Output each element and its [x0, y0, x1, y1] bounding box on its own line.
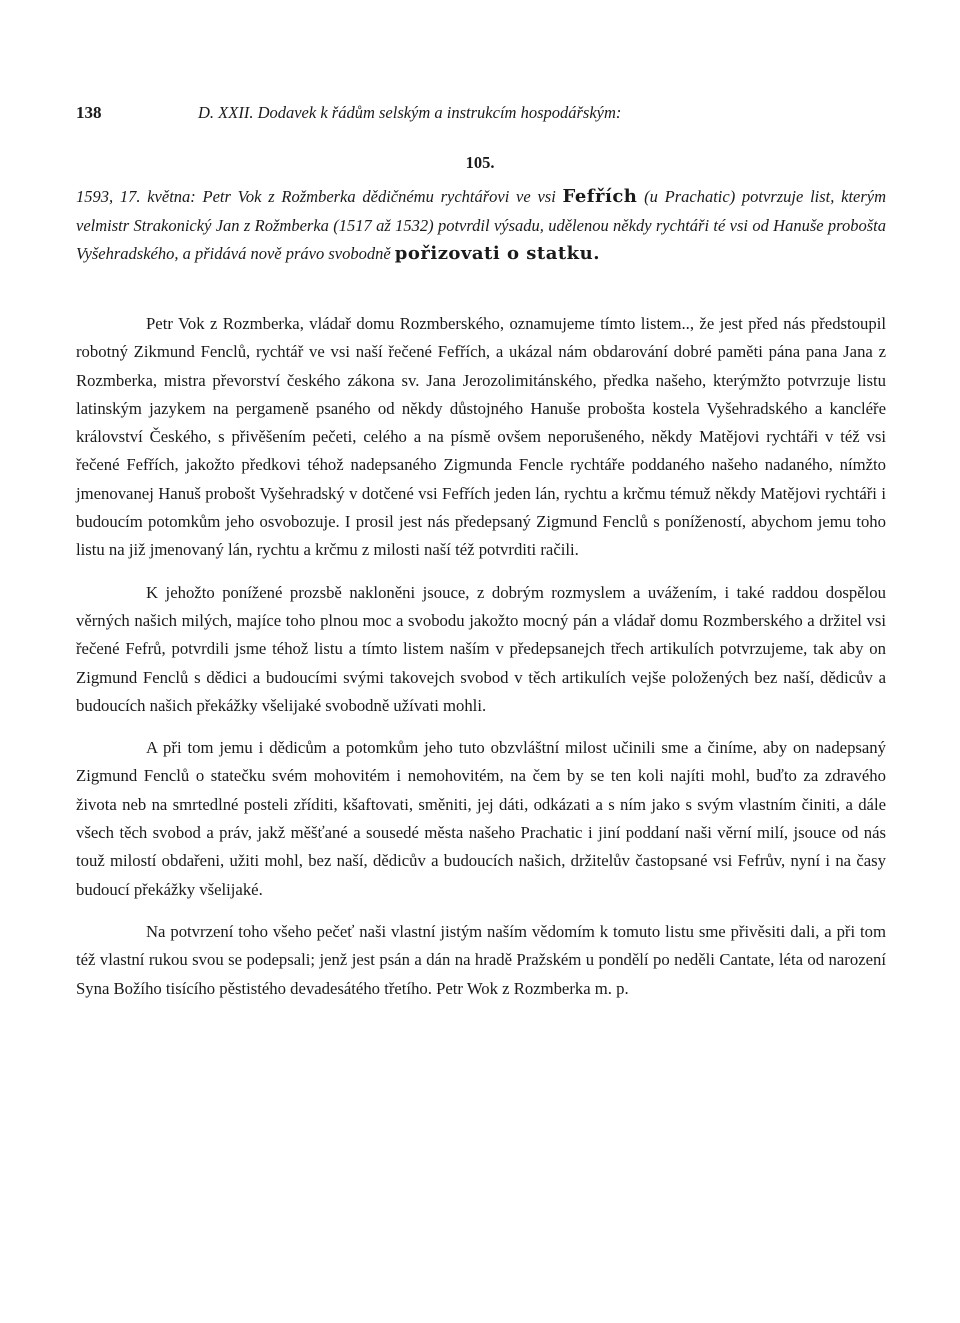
page-header	[76, 103, 886, 131]
regest	[76, 183, 886, 269]
page-number: 138	[76, 103, 102, 122]
body-text	[76, 310, 886, 1003]
regest-right: pořizovati o statku.	[394, 243, 601, 264]
document-number: 105.	[465, 153, 495, 172]
paragraph: Na potvrzení toho všeho pečeť naši vlastní jistým naším vědomím k tomuto listu sme přivěsiti dali, a při tom též vlastní rukou svou se podepsali; jenž jest psán a dán na hradě Pražském u pondělí po neděli Cantate, léta od narození Syna Božího tisícího pěstistého devadesátého třetího. Petr Wok z Rozmberka m. p.	[76, 921, 886, 998]
paragraph: Petr Vok z Rozmberka, vládař domu Rozmberského, oznamujeme tímto listem.., že jest před nás předstoupil robotný Zikmund Fenclů, rychtář ve vsi naší řečené Fefřích, a ukázal nám obdarování dobré paměti pána pana Jana z Rozmberka, mistra převorství českého zákona sv. Jana Jerozolimitánského, předka našeho, kterýmžto potvrzuje listu latinským jazykem na pergameně psaného od někdy důstojného Hanuše probošta kostela Vyšehradského a kancléře království Českého, s přivěšením pečeti, celého a na písmě ovšem neporušeného, někdy Matějovi rychtáři v též vsi řečené Fefřích, jakožto předkovi téhož nadepsaného Zigmunda Fencle rychtáře poddaného našeho nadaného, nímžto jmenovanej Hanuš probošt Vyšehradský v dotčené vsi Fefřích jeden lán, rychtu a krčmu témuž někdy Matějovi rychtáři i budoucím potomkům jeho osvobozuje. I prosil jest nás předepsaný Zigmund Fenclů s ponížeností, abychom jemu toho listu na již jmenovaný lán, rychtu a krčmu z milosti naší též potvrditi račili.	[76, 314, 886, 560]
regest-lead: 1593, 17. května: Petr Vok z Rožmberka dědičnému rychtářovi ve vsi	[76, 187, 556, 206]
regest-place: Fefřích	[562, 186, 638, 207]
running-head: D. XXII. Dodavek k řádům selským a instrukcím hospodářským:	[198, 103, 622, 122]
paragraph: A při tom jemu i dědicům a potomkům jeho tuto obzvláštní milost učinili sme a činíme, aby on nadepsaný Zigmund Fenclů o statečku svém mohovitém i nemohovitém, na čem by se ten koli najíti mohl, buďto za zdravého života neb na smrtedlné posteli zříditi, kšaftovati, směniti, jej dáti, odkázati a s ním jako s svým vlastním činiti, a dále všech těch svobod a práv, jakž měšťané a sousedé města našeho Prachatic i jiní poddaní naši věrní milí, jsouce od nás touž milostí obdařeni, užiti mohl, bez naší, dědicův a budoucích našich, držitelův častopsané vsi Fefrův, nyní i na časy budoucí překážky všelijaké.	[76, 738, 886, 899]
paragraph: K jehožto ponížené prozsbě nakloněni jsouce, z dobrým rozmyslem a uvážením, i také raddou dospělou věrných našich milých, majíce toho plnou moc a svobodu jakožto mocný pán a vládař domu Rozmberského a držitel vsi řečené Fefrů, potvrdili jsme téhož listu a tímto listem naším v předepsanejch třech artikulích potvrzujeme, tak aby on Zigmund Fenclů s dědici a budoucími svými takovejch svobod v těch artikulích vejše položených bez naší, dědicův a budoucích našich překážky všelijaké svobodně užívati mohli.	[76, 582, 886, 715]
regest-middle: (u Prachatic) potvrzuje list, kterým velmistr Strakonický Jan z Rožmberka (1517 až 1532) potvrdil výsadu, udělenou někdy rychtáři té vsi od Hanuše probošta Vyšehradského, a přidává nově právo svobodně	[76, 187, 887, 263]
